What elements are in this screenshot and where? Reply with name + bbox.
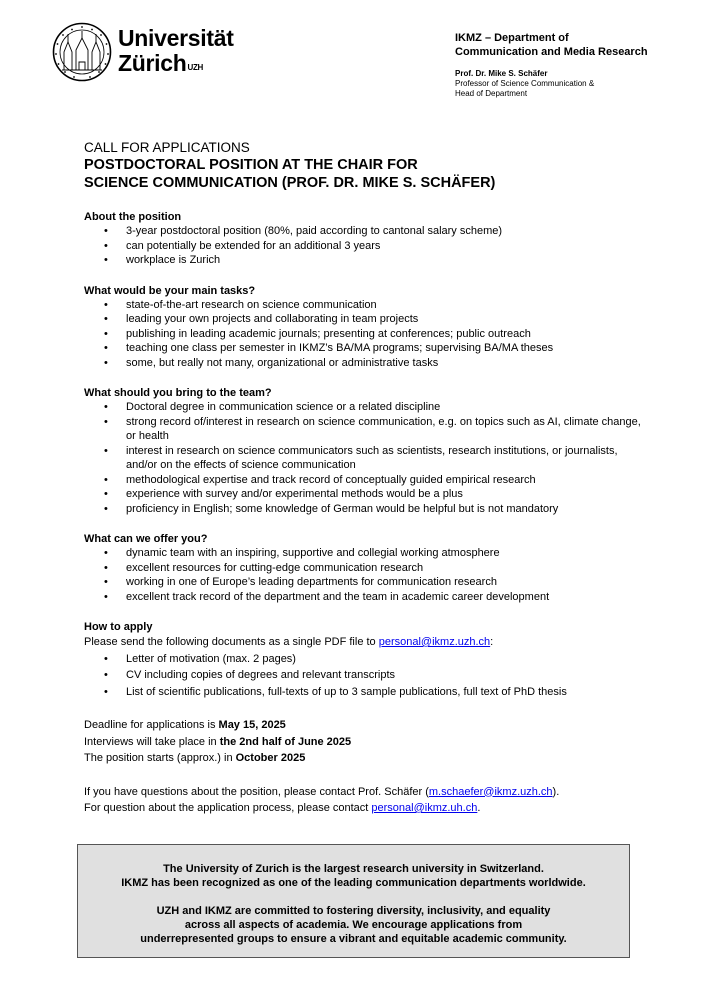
list-item: • some, but really not many, organizational or administrative tasks bbox=[84, 356, 644, 371]
interviews-label: Interviews will take place in bbox=[84, 735, 220, 748]
bullet-list bbox=[84, 224, 644, 268]
list-item: • can potentially be extended for an additional 3 years bbox=[84, 239, 644, 254]
apply-intro-end: : bbox=[490, 636, 494, 648]
list-item: • experience with survey and/or experimental methods would be a plus bbox=[84, 487, 644, 502]
box-line: The University of Zurich is the largest research university in Switzerland. bbox=[163, 863, 544, 875]
page-title-line-1: POSTDOCTORAL POSITION AT THE CHAIR FOR bbox=[84, 157, 418, 173]
wordmark-superscript: UZH bbox=[187, 63, 204, 72]
wordmark-line-1: Universität bbox=[118, 25, 234, 51]
list-item: • teaching one class per semester in IKMZ’s BA/MA programs; supervising BA/MA theses bbox=[84, 341, 644, 356]
contact-text-end: ). bbox=[552, 785, 560, 798]
section-heading: About the position bbox=[84, 211, 182, 223]
bullet-list bbox=[84, 651, 644, 701]
bullet-list bbox=[84, 546, 644, 604]
main-content bbox=[84, 140, 644, 817]
list-item: • excellent resources for cutting-edge communication research bbox=[84, 561, 644, 576]
department-title-line-1: IKMZ – Department of bbox=[455, 32, 569, 44]
list-item: • CV including copies of degrees and relevant transcripts bbox=[84, 667, 644, 684]
section-bring bbox=[84, 386, 644, 516]
section-tasks bbox=[84, 284, 644, 371]
department-role-line-2: Head of Department bbox=[455, 89, 528, 98]
box-line: IKMZ has been recognized as one of the leading communication departments worldwide. bbox=[121, 877, 586, 889]
section-heading: How to apply bbox=[84, 621, 153, 633]
department-header bbox=[455, 31, 695, 99]
interviews-line bbox=[84, 734, 644, 751]
start-label: The position starts (approx.) in bbox=[84, 752, 236, 764]
list-item: • Letter of motivation (max. 2 pages) bbox=[84, 651, 644, 668]
department-title-line-2: Communication and Media Research bbox=[455, 46, 648, 58]
list-item: • dynamic team with an inspiring, supportive and collegial working atmosphere bbox=[84, 546, 644, 561]
list-item: • List of scientific publications, full-texts of up to 3 sample publications, full text of PhD thesis bbox=[84, 684, 644, 701]
list-item: • proficiency in English; some knowledge of German would be helpful but is not mandatory bbox=[84, 502, 644, 517]
apply-intro-text: Please send the following documents as a single PDF file to bbox=[84, 636, 379, 648]
list-item: • workplace is Zurich bbox=[84, 253, 644, 268]
list-item: • 3-year postdoctoral position (80%, paid according to cantonal salary scheme) bbox=[84, 224, 644, 239]
section-heading: What can we offer you? bbox=[84, 533, 208, 545]
wordmark-line-2 bbox=[118, 51, 234, 76]
department-person: Prof. Dr. Mike S. Schäfer bbox=[455, 69, 548, 78]
apply-email-link[interactable]: personal@ikmz.uzh.ch bbox=[378, 636, 491, 648]
contact-line-2 bbox=[84, 800, 644, 817]
start-line bbox=[84, 750, 644, 767]
contact-text-end: . bbox=[477, 802, 481, 814]
section-offer bbox=[84, 532, 644, 604]
interviews-value: the 2nd half of June 2025 bbox=[219, 735, 352, 748]
list-item: • state-of-the-art research on science communication bbox=[84, 298, 644, 313]
university-logo bbox=[52, 22, 252, 84]
bullet-list bbox=[84, 400, 644, 516]
deadline-value: May 15, 2025 bbox=[218, 719, 286, 731]
list-item: • methodological expertise and track record of conceptually guided empirical research bbox=[84, 473, 644, 488]
contact-line-1 bbox=[84, 784, 644, 801]
wordmark-city: Zürich bbox=[118, 50, 187, 76]
bullet-list bbox=[84, 298, 644, 371]
contact-text: For question about the application process, please contact bbox=[84, 802, 372, 814]
list-item: • publishing in leading academic journals; presenting at conferences; public outreach bbox=[84, 327, 644, 342]
deadline-line bbox=[84, 717, 644, 734]
section-heading: What should you bring to the team? bbox=[84, 387, 272, 399]
box-line: across all aspects of academia. We encourage applications from bbox=[184, 919, 523, 931]
contact-email-link[interactable]: personal@ikmz.uh.ch bbox=[371, 802, 478, 814]
page-title-line-2: SCIENCE COMMUNICATION (PROF. DR. MIKE S. SCHÄFER) bbox=[84, 175, 496, 191]
diversity-statement-box bbox=[77, 844, 630, 958]
section-heading: What would be your main tasks? bbox=[84, 284, 256, 297]
list-item: • interest in research on science communicators such as scientists, research institutions, or journalists, and/or on the effects of science communication bbox=[84, 444, 644, 473]
university-seal-icon bbox=[52, 22, 112, 82]
section-about bbox=[84, 210, 644, 268]
contact-email-link[interactable]: m.schaefer@ikmz.uzh.ch bbox=[428, 785, 553, 798]
section-apply bbox=[84, 620, 644, 700]
contact-text: If you have questions about the position, please contact Prof. Schäfer ( bbox=[84, 785, 429, 798]
list-item: • working in one of Europe’s leading departments for communication research bbox=[84, 575, 644, 590]
apply-intro bbox=[84, 634, 644, 651]
deadline-label: Deadline for applications is bbox=[84, 719, 219, 731]
box-line: UZH and IKMZ are committed to fostering diversity, inclusivity, and equality bbox=[156, 905, 551, 917]
university-wordmark bbox=[118, 26, 234, 76]
list-item: • excellent track record of the department and the team in academic career development bbox=[84, 590, 644, 605]
list-item: • leading your own projects and collaborating in team projects bbox=[84, 312, 644, 327]
box-line: underrepresented groups to ensure a vibrant and equitable academic community. bbox=[140, 933, 567, 945]
list-item: • Doctoral degree in communication science or a related discipline bbox=[84, 400, 644, 415]
start-value: October 2025 bbox=[235, 752, 306, 764]
contact-block bbox=[84, 784, 644, 817]
list-item: • strong record of/interest in research on science communication, e.g. on topics such as AI, climate change, or health bbox=[84, 415, 644, 444]
call-for-applications: CALL FOR APPLICATIONS bbox=[84, 140, 250, 155]
dates-block bbox=[84, 717, 644, 767]
department-role-line-1: Professor of Science Communication & bbox=[455, 79, 595, 88]
